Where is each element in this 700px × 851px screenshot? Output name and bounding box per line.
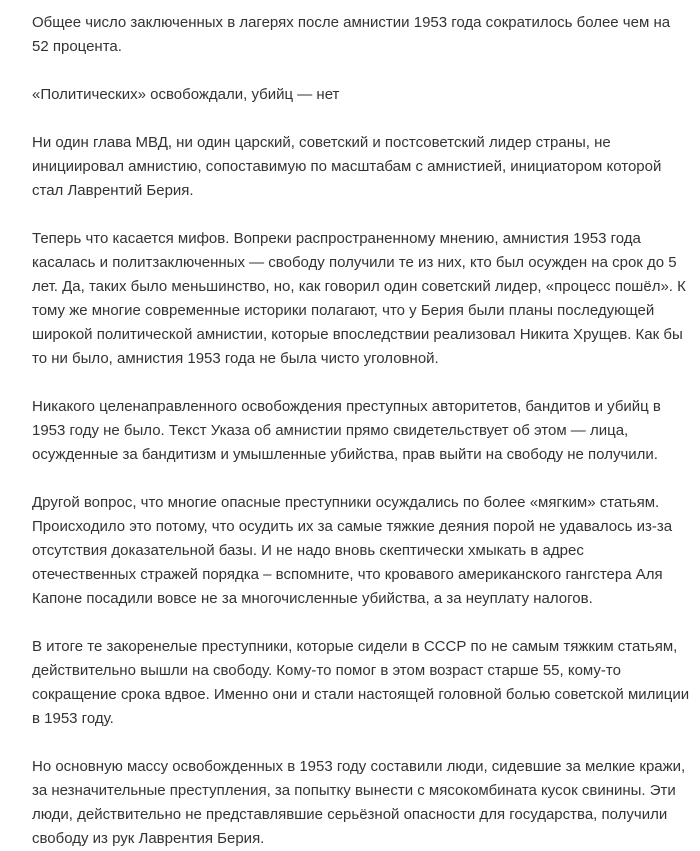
paragraph-prisoner-count: Общее число заключенных в лагерях после амнистии 1953 года сократилось более чем на 52 процента. xyxy=(32,14,671,55)
paragraph-main-mass: Но основную массу освобожденных в 1953 году составили люди, сидевшие за мелкие кражи, за незначительные преступления, за попытку вынести с мясокомбината кусок свинины. Эти люди, действительно не представлявшие серьёзной опасности для государства, получили свободу из рук Лаврентия Берия. xyxy=(32,758,686,847)
paragraph-no-release-of-bandits: Никакого целенаправленного освобождения преступных авторитетов, бандитов и убийц в 1953 году не было. Текст Указа об амнистии прямо свидетельствует об этом — лица, осужденные за бандитизм и умышленные убийства, прав выйти на свободу не получили. xyxy=(32,398,661,463)
paragraph-hardened-criminals: В итоге те закоренелые преступники, которые сидели в СССР по не самым тяжким статьям, действительно вышли на свободу. Кому-то помог в этом возраст старше 55, кому-то сокращение срока вдвое. Именно они и стали настоящей головной болью советской милиции в 1953 году. xyxy=(32,638,690,727)
paragraph-myths: Теперь что касается мифов. Вопреки распространенному мнению, амнистия 1953 года касалась и политзаключенных — свободу получили те из них, кто был осужден на срок до 5 лет. Да, таких было меньшинство, но, как говорил один советский лидер, «процесс пошёл». К тому же многие современные историки полагают, что у Берия были планы последующей широкой политической амнистии, которые впоследствии реализовал Никита Хрущев. Как бы то ни было, амнистия 1953 года не была чисто уголовной. xyxy=(32,230,686,367)
paragraph-soft-articles: Другой вопрос, что многие опасные преступники осуждались по более «мягким» статьям. Происходило это потому, что осудить их за самые тяжкие деяния порой не удавалось из-за отсутствия доказательной базы. И не надо вновь скептически хмыкать в адрес отечественных стражей порядка – вспомните, что кровавого американского гангстера Аля Капоне посадили вовсе не за многочисленные убийства, а за неуплату налогов. xyxy=(32,494,673,607)
paragraph-no-leader: Ни один глава МВД, ни один царский, советский и постсоветский лидер страны, не инициировал амнистию, сопоставимую по масштабам с амнистией, инициатором которой стал Лаврентий Берия. xyxy=(32,134,662,199)
section-heading-political: «Политических» освобождали, убийц — нет xyxy=(32,86,340,103)
